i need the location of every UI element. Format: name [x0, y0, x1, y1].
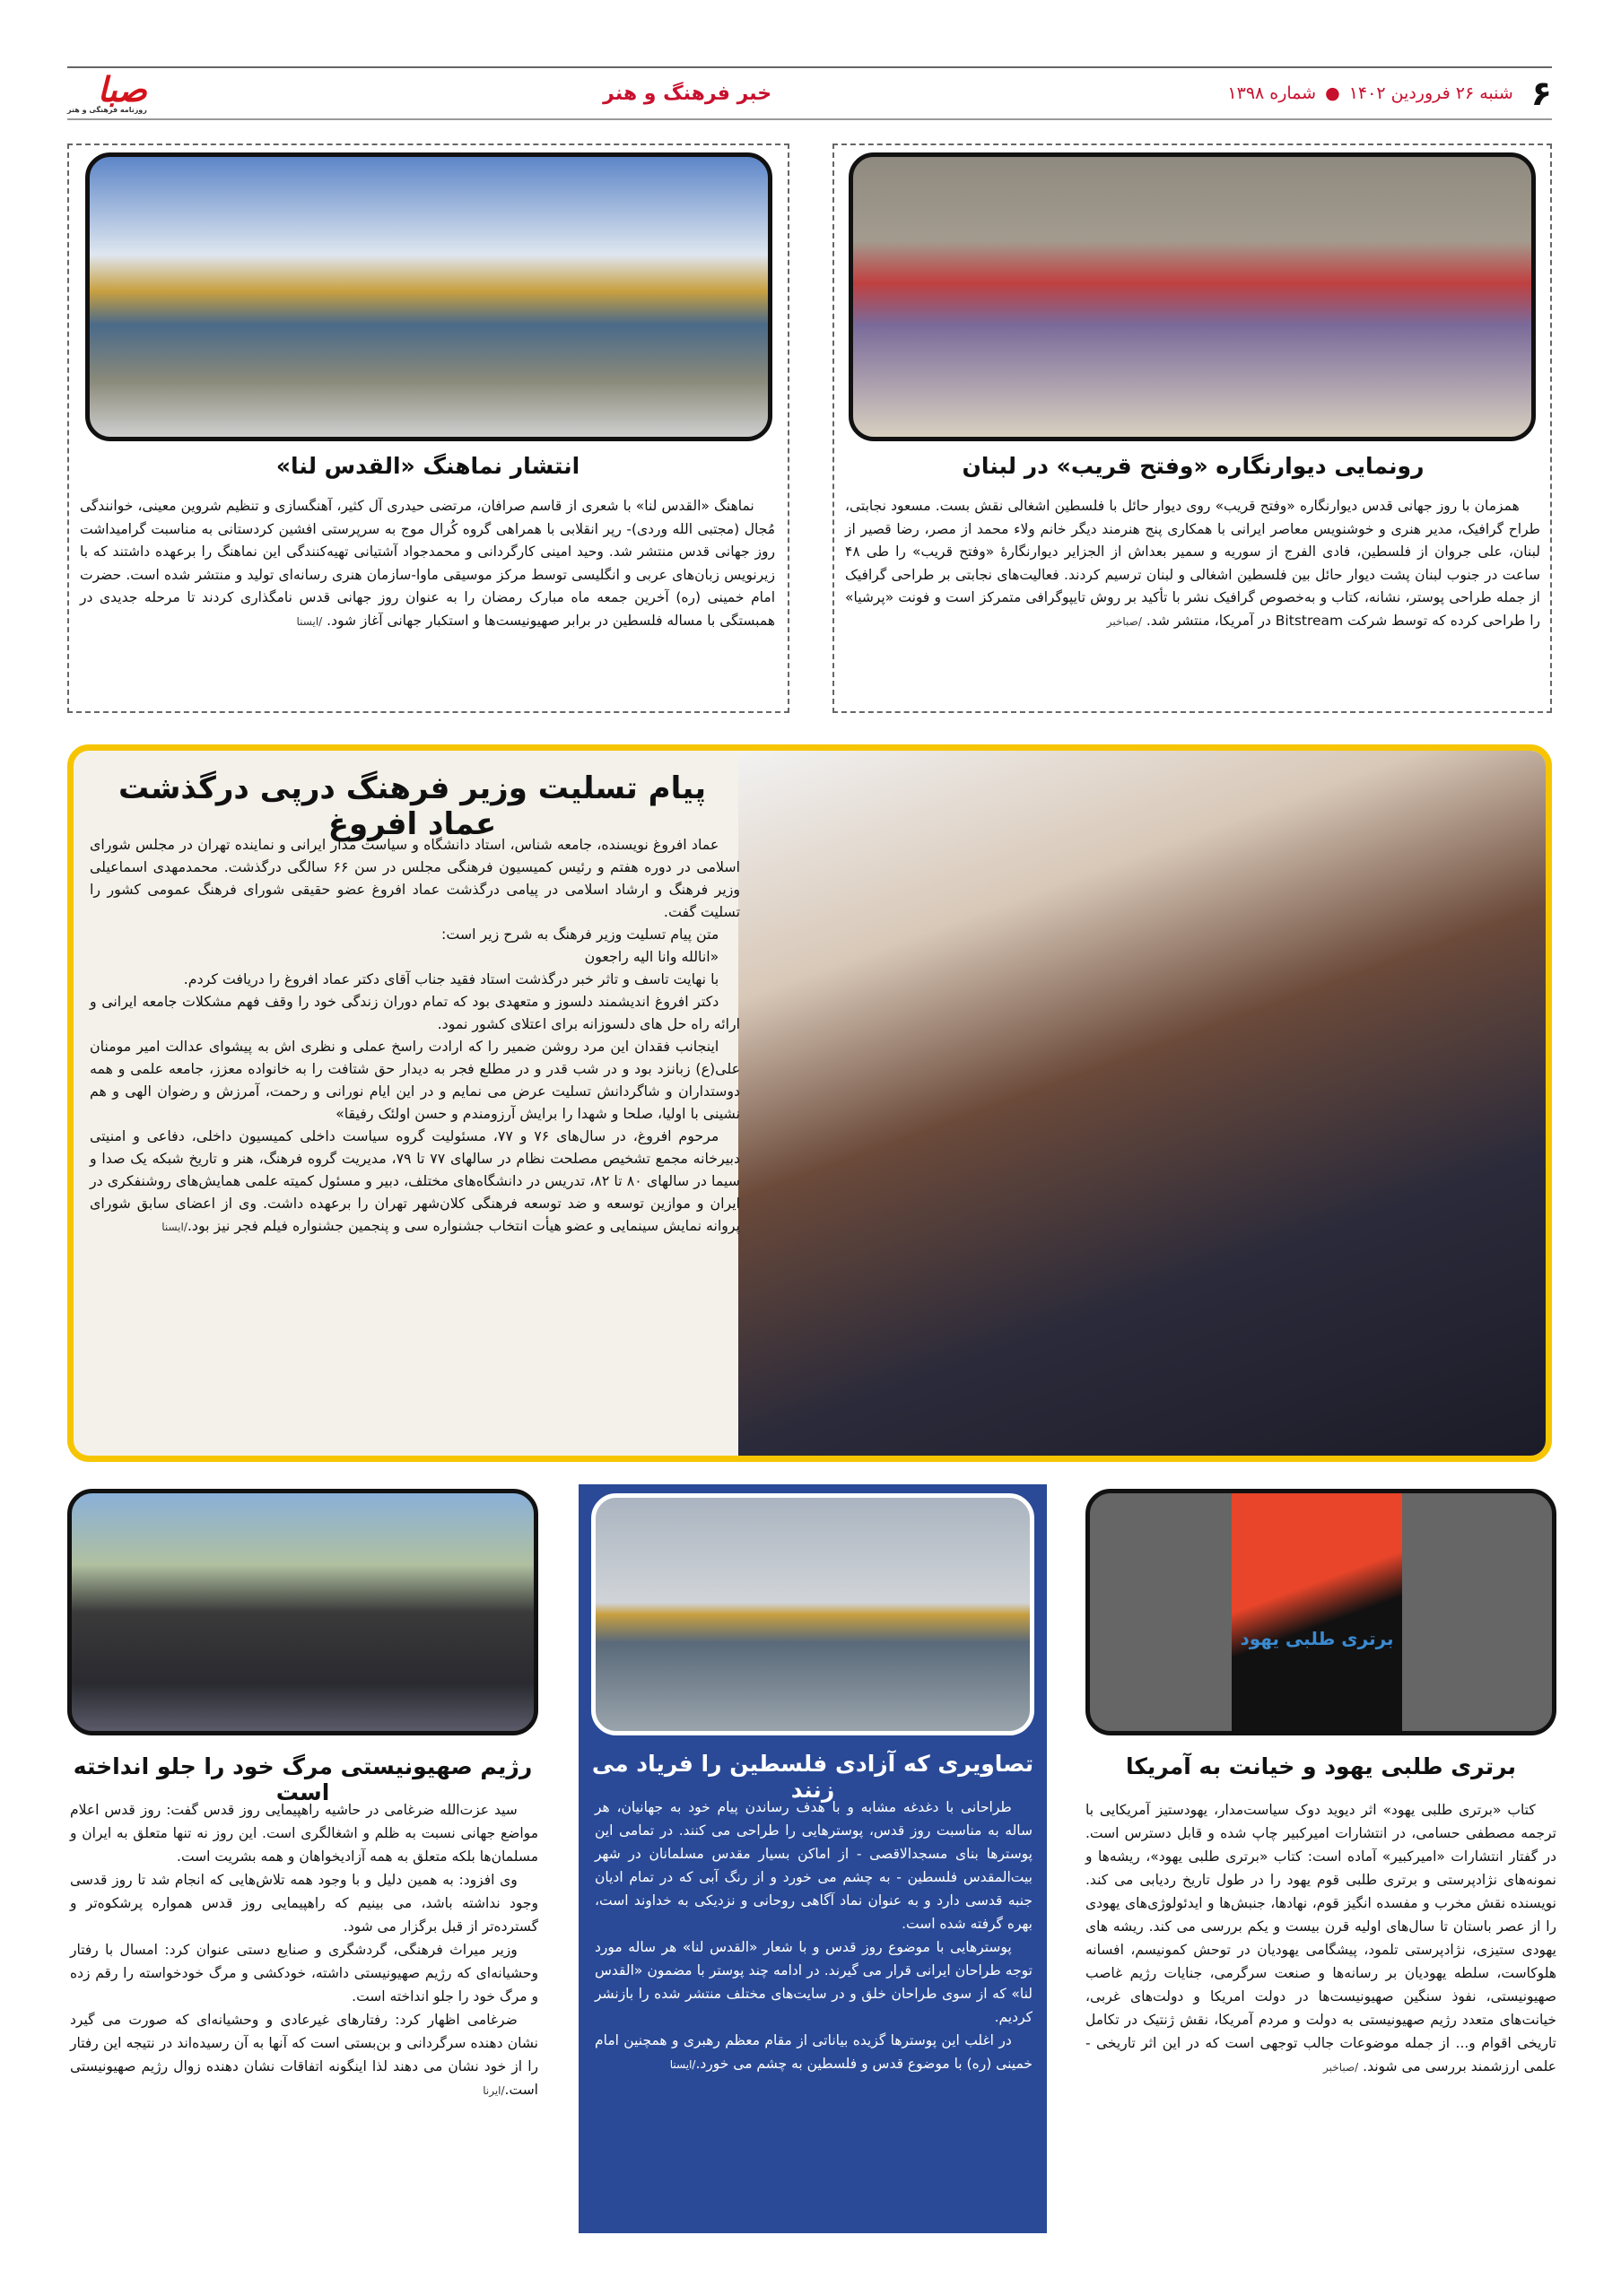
page-number: ۶: [1530, 74, 1552, 113]
article-mural: [832, 144, 1552, 713]
article-body: همزمان با روز جهانی قدس دیوارنگاره «وفتح قریب» روی دیوار حائل با فلسطین اشغالی نقش بست. مسعود نجابتی، طراح گرافیک، مدیر هنری و خوشنویس معاصر ایرانی با همکاری پنج هنرمند دیگر خانم ولاء محمد از مصر، رضا قصیر از لبنان، علی جروان از فلسطین، فادی الفرج از سوریه و سمیر بعداش از الجزایر دیوارنگارهٔ «وفتح قریب» را طی ۴۸ ساعت در جنوب لبنان پشت دیوار حائل بین فلسطین اشغالی و لبنان ترسیم کردند. فعالیت‌های نجابتی بر طراحی گرافیک از جمله طراحی پوستر، نشانه، کتاب و به‌خصوص گرافیک نشر با تأکید بر روش تایپوگرافی متمرکز است و فونت «پرشیا» را طراحی کرده که توسط شرکت Bitstream در آمریکا، منتشر شد. /صباخبر: [845, 498, 1540, 629]
article-condolence: [67, 744, 1552, 1462]
bullet-icon: ●: [1325, 83, 1340, 103]
dome-of-rock-photo: [85, 152, 772, 441]
mural-photo: [849, 152, 1536, 441]
date: شنبه ۲۶ فروردین ۱۴۰۲: [1348, 83, 1513, 103]
article-title: انتشار نماهنگ «القدس لنا»: [275, 453, 580, 479]
article-title: رونمایی دیوارنگاره «وفتح قریب» در لبنان: [962, 453, 1425, 479]
article-body: کتاب «برتری طلبی یهود» اثر دیوید دوک سیاست‌مدار، یهودستیز آمریکایی با ترجمه مصطفی حسامی، در انتشارات امیرکبیر چاپ شده و قابل دسترس است. در گفتار انتشارات «امیرکبیر» آماده است: کتاب «برتری طلبی یهود»، ریشه‌ها و نمونه‌های نژادپرستی و برتری طلبی قوم یهود را در طول تاریخ ردیابی می کند. نویسنده نقش مخرب و مفسده انگیز قوم، نهادها، جنبش‌ها و ایدئولوژی‌های یهودی را از عصر باستان تا سال‌های اولیه قرن بیست و یکم بررسی می کند. ریشه های یهودی ستیزی، نژادپرستی تلمود، پیشگامی یهودیان در توحش کمونیسم، افسانه هلوکاست، سلطه یهودیان بر رسانه‌ها و صنعت سرگرمی، جنایات رژیم غاصب صهیونیستی، نفوذ سنگین صهیونیست‌ها در دولت امریکا و دولت‌های غربی، خیانت‌های متعدد رژیم صهیونیستی به دولت و مردم آمریکا، نقش ژنتیک در تکامل تاریخی اقوام و... از جمله موضوعات جالب توجهی است که در این اثر تاریخی - علمی ارزشمند بررسی می شوند. /صباخبر: [1085, 1802, 1556, 2074]
book-cover-photo: [1085, 1489, 1556, 1735]
al-aqsa-photo: [591, 1493, 1034, 1735]
page-header: [67, 70, 1552, 117]
article-title: رژیم صهیونیستی مرگ خود را جلو انداخته است: [73, 1753, 533, 1805]
issue-number: شماره ۱۳۹۸: [1227, 83, 1317, 103]
article-song: [67, 144, 789, 713]
section-title: خبر فرهنگ و هنر: [603, 82, 772, 105]
header-rule-top: [67, 66, 1552, 68]
rally-photo: [67, 1489, 538, 1735]
article-body: عماد افروغ نویسنده، جامعه شناس، استاد دانشگاه و سیاست مدار ایرانی و نماینده تهران در مجلس شورای اسلامی در دوره هفتم و رئیس کمیسیون فرهنگی مجلس در سن ۶۶ سالگی درگذشت. محمدمهدی اسماعیلی وزیر فرهنگ و ارشاد اسلامی در پیامی درگذشت عماد افروغ عضو حقیقی شورای فرهنگ عمومی کشور را تسلیت گفت. متن پیام تسلیت وزیر فرهنگ به شرح زیر است: «انالله وانا الیه راجعون با نهایت تاسف و تاثر خبر درگذشت استاد فقید جناب آقای دکتر عماد افروغ را دریافت کردم. دکتر افروغ اندیشمند دلسوز و متعهدی بود که تمام دوران زندگی خود را وقف فهم مشکلات جامعه ایرانی و ارائه راه حل های دلسوزانه برای اعتلای کشور نمود. اینجانب فقدان این مرد روشن ضمیر را که ارادت راسخ عملی و نظری اش به پیشوای عدالت امیر مومنان علی(ع) زبانزد بود و در شب قدر و در مطلع فجر به دیدار حق شتافت را به خانواده معزز، جامعه علمی و همه دوستداران و شاگردانش تسلیت عرض می نمایم و در این ایام نورانی و رحمت، آمرزش و رضوان الهی و هم نشینی با اولیا، صلحا و شهدا را برایش آرزومندم و حسن اولئک رفیقا» مرحوم افروغ، در سال‌های ۷۶ و ۷۷، مسئولیت گروه سیاست داخلی کمیسیون داخلی، دفاعی و امنیتی دبیرخانه مجمع تشخیص مصلحت نظام در سالهای ۷۷ تا ۷۹، مدیریت گروه فرهنگ، هنر و تاریخ شبکه یک صدا و سیما در سالهای ۸۰ تا ۸۲، تدریس در دانشگاه‌های مختلف، دبیر و مسئول کمیته علمی همایش‌های روشنفکری در ایران و موازین توسعه و ضد توسعه فرهنگی کلان‌شهر تهران را برعهده داشت. وی از اعضای سابق شورای پروانه نمایش سینمایی و عضو هیأت انتخاب جشنواره سی و پنجمین جشنواره فیلم فجر نیز بود./ایسنا: [90, 836, 740, 1234]
article-body: طراحانی با دغدغه مشابه و با هدف رساندن پیام خود به جهانیان، هر ساله به مناسبت روز قدس، پوسترهایی را طراحی می کنند. در تمامی این پوسترها بنای مسجدالاقصی - از اماکن بسیار مقدس مسلمانان در شهر بیت‌المقدس فلسطین - به چشم می خورد و از رنگ آبی که در تمام ادیان جنبه قدسی دارد و به عنوان نماد آگاهی روحانی و نزدیکی به خداوند است، بهره گرفته شده است. پوسترهایی با موضوع روز قدس و با شعار «القدس لنا» هر ساله مورد توجه طراحان ایرانی قرار می گیرند. در ادامه چند پوستر با مضمون «القدس لنا» که از سوی طراحان خلق و در سایت‌های مختلف منتشر شده را بازنشر کردیم. در اغلب این پوسترها گزیده بیاناتی از مقام معظم رهبری و همچنین امام خمینی (ره) با موضوع قدس و فلسطین به چشم می خورد./ایسنا: [595, 1799, 1033, 2072]
article-body: نماهنگ «القدس لنا» با شعری از قاسم صرافان، مرتضی حیدری آل کثیر، آهنگسازی و تنظیم شروین معینی، خوانندگی مُجال (مجتبی الله وردی)- رپر انقلابی با همراهی گروه کُرال موج به سرپرستی افشین کردستانی به مناسبت گرامیداشت روز جهانی قدس منتشر شد. وحید امینی کارگردانی و محمدجواد آشتیانی تهیه‌کنندگی این نماهنگ را برعهده داشتند که با زیرنویس زبان‌های عربی و انگلیسی توسط مرکز موسیقی ماوا-سازمان هنری رسانه‌ای تولید و منتشر شده است. حضرت امام خمینی (ره) آخرین جمعه ماه مبارک رمضان را به عنوان روز جهانی قدس نامگذاری کردند تا مرحله جدیدی در همبستگی با مساله فلسطین در برابر صهیونیست‌ها و استکبار جهانی آغاز شود. /ایسنا: [80, 498, 775, 629]
newspaper-logo: صبا روزنامه فرهنگی و هنر: [67, 70, 147, 114]
article-title: تصاویری که آزادی فلسطین را فریاد می زنند: [591, 1751, 1034, 1803]
article-title: برتری طلبی یهود و خیانت به آمریکا: [1125, 1753, 1517, 1779]
book-cover: برتری طلبی یهود: [1232, 1493, 1402, 1731]
article-posters: [579, 1484, 1047, 2233]
article-body: سید عزت‌الله ضرغامی در حاشیه راهپیمایی روز قدس گفت: روز قدس اعلام مواضع جهانی نسبت به ظلم و اشغالگری است. این روز نه تنها متعلق به ایران و مسلمان‌ها بلکه متعلق به همه آزادیخواهان و همه بشریت است. وی افزود: به همین دلیل و با وجود همه تلاش‌هایی که انجام شد تا روز قدسی وجود نداشته باشد، می بینیم که راهپیمایی روز قدس همواره پرشکوه‌تر و گسترده‌تر از قبل برگزار می شود. وزیر میراث فرهنگی، گردشگری و صنایع دستی عنوان کرد: امسال با رفتار وحشیانه‌ای که رژیم صهیونیستی داشته، خودکشی و مرگ خودخواسته را رقم زده و مرگ خود را جلو انداخته است. ضرغامی اظهار کرد: رفتارهای غیرعادی و وحشیانه‌ای که صورت می گیرد نشان دهنده سرگردانی و بن‌بستی است که آنها به آن رسیده‌اند در نتیجه این رفتار را از خود نشان می دهند لذا اینگونه اتفاقات نشان دهنده زوال رژیم صهیونیستی است./ایرنا: [70, 1802, 538, 2098]
article-title: پیام تسلیت وزیر فرهنگ درپی درگذشت عماد افروغ: [118, 770, 706, 842]
issue-info: [1227, 74, 1552, 113]
minister-photo: [738, 751, 1546, 1456]
header-rule-bottom: [67, 118, 1552, 120]
